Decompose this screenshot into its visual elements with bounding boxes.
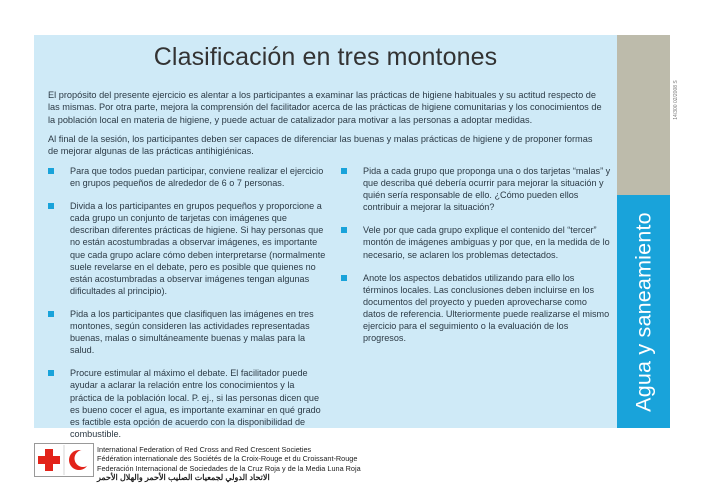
list-item-text: Divida a los participantes en grupos pequeños y proporcione a cada grupo un conjunto de tarjetas con imágenes que describan diferentes prácticas de higiene. Si hay personas que no están acostumbradas a observar imágenes, es importante que cada grupo aclare cómo deben interpretarse (normalmente suele revelarse en el debate, pero es posible que quienes no están acostumbradas a observar imágenes tengan algunas dificultades al principio). <box>70 201 326 296</box>
red-cross-red-crescent-logo <box>34 443 94 477</box>
left-column <box>48 165 328 451</box>
org-name-ar: الاتحاد الدولي لجمعيات الصليب الأحمر والهلال الأحمر <box>97 472 270 482</box>
square-bullet-icon <box>48 168 54 174</box>
org-name-es: Federación Internacional de Sociedades de la Cruz Roja y de la Media Luna Roja <box>97 463 361 473</box>
list-item <box>48 308 328 356</box>
list-item <box>48 200 328 297</box>
content-panel <box>34 35 617 439</box>
square-bullet-icon <box>341 275 347 281</box>
right-column <box>341 165 611 355</box>
list-item-text: Anote los aspectos debatidos utilizando para ello los términos locales. Las conclusiones deben incluirse en los documentos del proyecto y pueden aprovecharse como datos de referencia. Ulteriormente puede realizarse el mismo ejercicio para el seguimiento o la evaluación de los progresos. <box>363 272 610 344</box>
list-item-text: Para que todos puedan participar, conviene realizar el ejercicio en grupos pequeños de alrededor de 6 o 7 personas. <box>70 166 324 189</box>
page-title: Clasificación en tres montones <box>153 43 498 71</box>
category-label: Agua y saneamiento <box>631 211 655 412</box>
list-item-text: Pida a cada grupo que proponga una o dos tarjetas “malas” y que describa qué debería ocurrir para mejorar la situación y quién sería responsable de ello. ¿Cómo pueden ellos contribuir a mejorar la situación? <box>363 166 611 213</box>
square-bullet-icon <box>341 227 347 233</box>
square-bullet-icon <box>48 311 54 317</box>
square-bullet-icon <box>341 168 347 174</box>
organization-names <box>97 445 361 482</box>
list-item-text: Pida a los participantes que clasifiquen las imágenes en tres montones, según consideren las actividades representadas buenas, malas o simultáneamente buenas y malas para la salud. <box>70 308 314 356</box>
list-item <box>48 165 328 189</box>
list-item <box>341 272 611 345</box>
square-bullet-icon <box>48 203 54 209</box>
list-item <box>341 224 611 260</box>
list-item <box>48 367 328 440</box>
document-code: 14/300 02/2008 S <box>673 80 679 120</box>
org-name-fr: Fédération internationale des Sociétés de la Croix-Rouge et du Croissant-Rouge <box>97 454 358 464</box>
list-item <box>341 165 611 213</box>
square-bullet-icon <box>48 370 54 376</box>
list-item-text: Procure estimular al máximo el debate. El facilitador puede ayudar a aclarar la relación entre los conocimientos y la práctica de la población local. P. ej., si las personas dicen que es bueno cocer el agua, es importante examinar en qué grado es factible esta opción de acuerdo con la disponibilidad de combustible. <box>70 368 321 439</box>
sidebar-header-block <box>617 35 670 195</box>
org-name-en: International Federation of Red Cross and Red Crescent Societies <box>97 445 312 454</box>
list-item-text: Vele por que cada grupo explique el contenido del “tercer” montón de imágenes ambiguas y por que, en la medida de lo necesario, se aclaren los problemas detectados. <box>363 225 610 260</box>
sidebar-category-block <box>617 195 670 428</box>
intro-paragraph: El propósito del presente ejercicio es alentar a los participantes a examinar las prácticas de higiene habituales y su actitud respecto de las mismas. Por otra parte, mejora la comprensión del facilitador acerca de las prácticas de higiene comunitarias y los conocimientos de la población local en materia de higiene, y puede actuar de catalizador para motivar a las personas a adoptar medidas. <box>48 90 602 125</box>
intro-paragraph: Al final de la sesión, los participantes deben ser capaces de diferenciar las buenas y malas prácticas de higiene y de proponer formas de mejorar algunas de las prácticas antihigiénicas. <box>48 134 593 157</box>
